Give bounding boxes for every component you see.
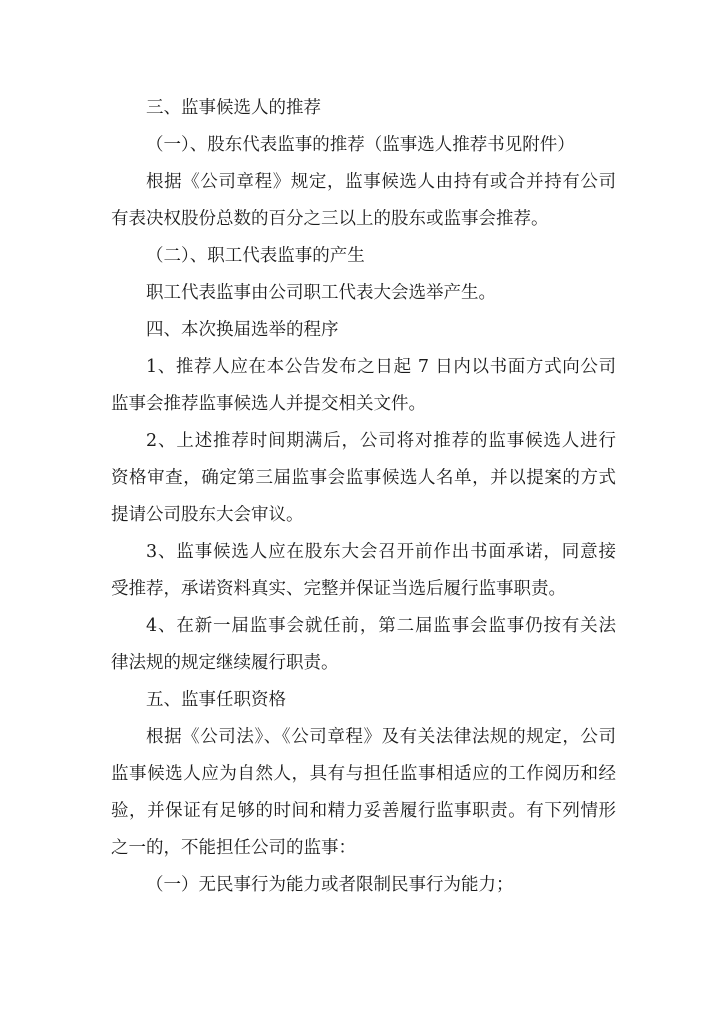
list-item: （一）无民事行为能力或者限制民事行为能力； [146, 875, 514, 895]
subsection-heading-shareholder-supervisor: （一）、股东代表监事的推荐（监事选人推荐书见附件） [146, 135, 575, 155]
paragraph-line: 根据《公司章程》规定，监事候选人由持有或合并持有公司 [146, 172, 616, 192]
paragraph-line: 2、上述推荐时间期满后，公司将对推荐的监事候选人进行 [146, 431, 616, 451]
paragraph-line: 监事会推荐监事候选人并提交相关文件。 [111, 394, 426, 414]
section-heading-4: 四、本次换届选举的程序 [146, 320, 339, 340]
paragraph-line: 之一的，不能担任公司的监事： [111, 838, 356, 858]
section-heading-5: 五、监事任职资格 [146, 690, 286, 710]
paragraph-line: 资格审查，确定第三届监事会监事候选人名单，并以提案的方式 [111, 468, 616, 488]
paragraph-line: 监事候选人应为自然人，具有与担任监事相适应的工作阅历和经 [111, 764, 616, 784]
paragraph-line: 职工代表监事由公司职工代表大会选举产生。 [146, 283, 496, 303]
section-heading-3: 三、监事候选人的推荐 [146, 98, 321, 118]
document-body [111, 90, 616, 904]
paragraph-line: 3、监事候选人应在股东大会召开前作出书面承诺，同意接 [146, 542, 616, 562]
paragraph-line: 提请公司股东大会审议。 [111, 505, 304, 525]
paragraph-line: 验，并保证有足够的时间和精力妥善履行监事职责。有下列情形 [111, 801, 616, 821]
paragraph-line: 4、在新一届监事会就任前，第二届监事会监事仍按有关法 [146, 616, 616, 636]
paragraph-line: 律法规的规定继续履行职责。 [111, 653, 339, 673]
paragraph-line: 1、推荐人应在本公告发布之日起 7 日内以书面方式向公司 [146, 357, 616, 377]
paragraph-line: 根据《公司法》、《公司章程》及有关法律法规的规定，公司 [146, 727, 616, 747]
paragraph-line: 受推荐，承诺资料真实、完整并保证当选后履行监事职责。 [111, 579, 566, 599]
subsection-heading-employee-supervisor: （二）、职工代表监事的产生 [146, 246, 365, 266]
paragraph-line: 有表决权股份总数的百分之三以上的股东或监事会推荐。 [111, 209, 549, 229]
